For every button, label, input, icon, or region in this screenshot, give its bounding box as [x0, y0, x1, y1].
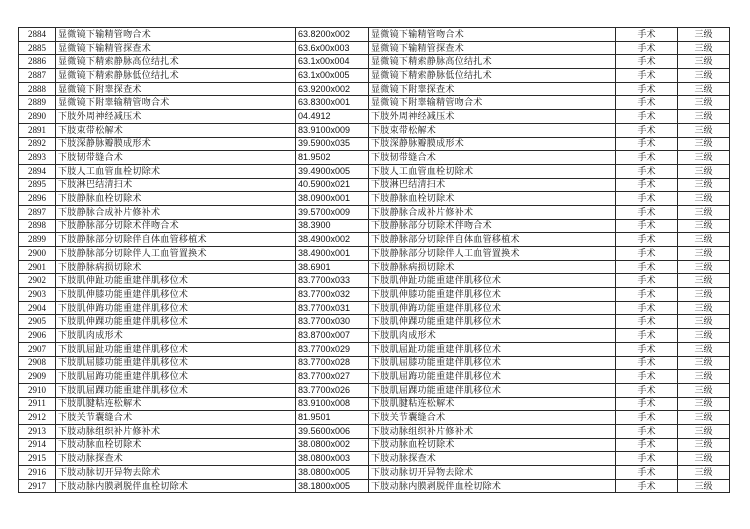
procedure-code: 63.1x00x004 [296, 55, 369, 69]
category-cell: 手术 [616, 397, 678, 411]
category-cell: 手术 [616, 28, 678, 42]
row-number: 2909 [19, 370, 56, 384]
procedure-code: 83.7700x033 [296, 274, 369, 288]
category-cell: 手术 [616, 178, 678, 192]
category-cell: 手术 [616, 370, 678, 384]
procedure-name: 显微镜下输精管探查术 [56, 41, 296, 55]
procedure-code: 40.5900x021 [296, 178, 369, 192]
row-number: 2888 [19, 82, 56, 96]
procedure-name: 显微镜下精索静脉低位结扎术 [56, 69, 296, 83]
procedure-name-repeat: 下肢肌伸踇功能重建伴肌移位术 [369, 301, 616, 315]
procedure-table-body [19, 28, 730, 493]
row-number: 2886 [19, 55, 56, 69]
procedure-code: 38.0900x001 [296, 192, 369, 206]
procedure-name: 下肢人工血管血栓切除术 [56, 164, 296, 178]
table-row [19, 123, 730, 137]
category-cell: 手术 [616, 260, 678, 274]
procedure-code: 63.9200x002 [296, 82, 369, 96]
row-number: 2889 [19, 96, 56, 110]
procedure-code: 38.0800x005 [296, 466, 369, 480]
row-number: 2904 [19, 301, 56, 315]
procedure-code: 83.7700x031 [296, 301, 369, 315]
table-row [19, 192, 730, 206]
procedure-code: 39.5600x006 [296, 424, 369, 438]
procedure-name: 下肢外周神经减压术 [56, 110, 296, 124]
procedure-name: 显微镜下输精管吻合术 [56, 28, 296, 42]
procedure-name-repeat: 下肢肌腱粘连松解术 [369, 397, 616, 411]
table-row [19, 110, 730, 124]
level-cell: 三级 [678, 274, 730, 288]
table-row [19, 342, 730, 356]
level-cell: 三级 [678, 178, 730, 192]
procedure-name: 下肢静脉合成补片修补术 [56, 205, 296, 219]
procedure-name-repeat: 下肢深静脉瓣膜成形术 [369, 137, 616, 151]
procedure-code: 38.1800x005 [296, 479, 369, 493]
category-cell: 手术 [616, 411, 678, 425]
table-row [19, 219, 730, 233]
procedure-code: 81.9502 [296, 151, 369, 165]
table-row [19, 247, 730, 261]
table-row [19, 41, 730, 55]
level-cell: 三级 [678, 192, 730, 206]
category-cell: 手术 [616, 219, 678, 233]
category-cell: 手术 [616, 233, 678, 247]
level-cell: 三级 [678, 370, 730, 384]
table-row [19, 69, 730, 83]
level-cell: 三级 [678, 123, 730, 137]
table-row [19, 28, 730, 42]
procedure-code: 39.5700x009 [296, 205, 369, 219]
row-number: 2906 [19, 329, 56, 343]
procedure-code: 39.4900x005 [296, 164, 369, 178]
table-row [19, 329, 730, 343]
table-row [19, 301, 730, 315]
row-number: 2891 [19, 123, 56, 137]
procedure-name: 下肢束带松解术 [56, 123, 296, 137]
category-cell: 手术 [616, 315, 678, 329]
procedure-code: 63.6x00x003 [296, 41, 369, 55]
row-number: 2884 [19, 28, 56, 42]
procedure-name: 下肢静脉部分切除术伴吻合术 [56, 219, 296, 233]
row-number: 2892 [19, 137, 56, 151]
procedure-name-repeat: 下肢静脉部分切除伴人工血管置换术 [369, 247, 616, 261]
procedure-name: 下肢肌伸膝功能重建伴肌移位术 [56, 288, 296, 302]
level-cell: 三级 [678, 356, 730, 370]
row-number: 2896 [19, 192, 56, 206]
table-row [19, 383, 730, 397]
level-cell: 三级 [678, 329, 730, 343]
row-number: 2902 [19, 274, 56, 288]
row-number: 2897 [19, 205, 56, 219]
procedure-name-repeat: 显微镜下精索静脉高位结扎术 [369, 55, 616, 69]
procedure-name: 下肢静脉血栓切除术 [56, 192, 296, 206]
procedure-name: 下肢动脉组织补片修补术 [56, 424, 296, 438]
row-number: 2908 [19, 356, 56, 370]
procedure-name-repeat: 下肢淋巴结清扫术 [369, 178, 616, 192]
procedure-name: 显微镜下附睾输精管吻合术 [56, 96, 296, 110]
procedure-code: 83.9100x008 [296, 397, 369, 411]
category-cell: 手术 [616, 424, 678, 438]
table-row [19, 466, 730, 480]
level-cell: 三级 [678, 383, 730, 397]
row-number: 2912 [19, 411, 56, 425]
procedure-name-repeat: 下肢肌屈踇功能重建伴肌移位术 [369, 370, 616, 384]
category-cell: 手术 [616, 123, 678, 137]
level-cell: 三级 [678, 479, 730, 493]
procedure-name-repeat: 下肢关节囊缝合术 [369, 411, 616, 425]
level-cell: 三级 [678, 301, 730, 315]
row-number: 2890 [19, 110, 56, 124]
procedure-name: 显微镜下附睾探查术 [56, 82, 296, 96]
level-cell: 三级 [678, 452, 730, 466]
procedure-name-repeat: 下肢静脉血栓切除术 [369, 192, 616, 206]
procedure-name-repeat: 下肢动脉切开异物去除术 [369, 466, 616, 480]
procedure-name: 下肢韧带缝合术 [56, 151, 296, 165]
category-cell: 手术 [616, 151, 678, 165]
procedure-name: 显微镜下精索静脉高位结扎术 [56, 55, 296, 69]
row-number: 2901 [19, 260, 56, 274]
category-cell: 手术 [616, 466, 678, 480]
procedure-code: 38.3900 [296, 219, 369, 233]
level-cell: 三级 [678, 205, 730, 219]
procedure-name-repeat: 下肢静脉合成补片修补术 [369, 205, 616, 219]
procedure-code: 83.7700x026 [296, 383, 369, 397]
procedure-code: 38.6901 [296, 260, 369, 274]
procedure-name-repeat: 下肢动脉组织补片修补术 [369, 424, 616, 438]
row-number: 2917 [19, 479, 56, 493]
procedure-name-repeat: 显微镜下精索静脉低位结扎术 [369, 69, 616, 83]
procedure-name-repeat: 下肢肌屈膝功能重建伴肌移位术 [369, 356, 616, 370]
level-cell: 三级 [678, 466, 730, 480]
procedure-code: 63.8200x002 [296, 28, 369, 42]
row-number: 2905 [19, 315, 56, 329]
procedure-name: 下肢关节囊缝合术 [56, 411, 296, 425]
level-cell: 三级 [678, 96, 730, 110]
table-row [19, 151, 730, 165]
table-row [19, 288, 730, 302]
category-cell: 手术 [616, 383, 678, 397]
procedure-name: 下肢静脉部分切除伴人工血管置换术 [56, 247, 296, 261]
level-cell: 三级 [678, 315, 730, 329]
category-cell: 手术 [616, 356, 678, 370]
table-row [19, 424, 730, 438]
procedure-name: 下肢肌屈趾功能重建伴肌移位术 [56, 342, 296, 356]
procedure-name: 下肢淋巴结清扫术 [56, 178, 296, 192]
procedure-name-repeat: 下肢肌伸趾功能重建伴肌移位术 [369, 274, 616, 288]
row-number: 2895 [19, 178, 56, 192]
level-cell: 三级 [678, 164, 730, 178]
procedure-name-repeat: 下肢动脉血栓切除术 [369, 438, 616, 452]
row-number: 2910 [19, 383, 56, 397]
table-row [19, 55, 730, 69]
table-row [19, 479, 730, 493]
procedure-name: 下肢肌屈膝功能重建伴肌移位术 [56, 356, 296, 370]
procedure-name-repeat: 下肢肌伸踝功能重建伴肌移位术 [369, 315, 616, 329]
procedure-name: 下肢肌屈踝功能重建伴肌移位术 [56, 383, 296, 397]
procedure-code: 38.0800x002 [296, 438, 369, 452]
procedure-name-repeat: 下肢静脉病损切除术 [369, 260, 616, 274]
row-number: 2898 [19, 219, 56, 233]
row-number: 2911 [19, 397, 56, 411]
procedure-name-repeat: 下肢肌伸膝功能重建伴肌移位术 [369, 288, 616, 302]
level-cell: 三级 [678, 260, 730, 274]
level-cell: 三级 [678, 342, 730, 356]
row-number: 2916 [19, 466, 56, 480]
level-cell: 三级 [678, 219, 730, 233]
row-number: 2899 [19, 233, 56, 247]
row-number: 2915 [19, 452, 56, 466]
procedure-name: 下肢动脉切开异物去除术 [56, 466, 296, 480]
procedure-name-repeat: 下肢外周神经减压术 [369, 110, 616, 124]
category-cell: 手术 [616, 205, 678, 219]
category-cell: 手术 [616, 247, 678, 261]
row-number: 2893 [19, 151, 56, 165]
level-cell: 三级 [678, 69, 730, 83]
procedure-name: 下肢肌伸踇功能重建伴肌移位术 [56, 301, 296, 315]
level-cell: 三级 [678, 28, 730, 42]
table-row [19, 82, 730, 96]
procedure-code: 81.9501 [296, 411, 369, 425]
procedure-name-repeat: 下肢静脉部分切除伴自体血管移植术 [369, 233, 616, 247]
procedure-code: 83.9100x009 [296, 123, 369, 137]
procedure-code: 83.7700x027 [296, 370, 369, 384]
procedure-code: 38.4900x001 [296, 247, 369, 261]
category-cell: 手术 [616, 288, 678, 302]
procedure-code: 39.5900x035 [296, 137, 369, 151]
procedure-name: 下肢静脉部分切除伴自体血管移植术 [56, 233, 296, 247]
procedure-name: 下肢动脉血栓切除术 [56, 438, 296, 452]
procedure-code: 04.4912 [296, 110, 369, 124]
table-row [19, 205, 730, 219]
table-row [19, 178, 730, 192]
procedure-name-repeat: 下肢肌屈踝功能重建伴肌移位术 [369, 383, 616, 397]
level-cell: 三级 [678, 55, 730, 69]
procedure-name: 下肢静脉病损切除术 [56, 260, 296, 274]
procedure-name-repeat: 下肢人工血管血栓切除术 [369, 164, 616, 178]
procedure-name: 下肢动脉内膜剥脱伴血栓切除术 [56, 479, 296, 493]
level-cell: 三级 [678, 110, 730, 124]
level-cell: 三级 [678, 82, 730, 96]
procedure-name-repeat: 下肢肌肉成形术 [369, 329, 616, 343]
level-cell: 三级 [678, 137, 730, 151]
procedure-name-repeat: 下肢动脉内膜剥脱伴血栓切除术 [369, 479, 616, 493]
procedure-name-repeat: 下肢韧带缝合术 [369, 151, 616, 165]
table-row [19, 438, 730, 452]
procedure-code: 38.4900x002 [296, 233, 369, 247]
procedure-name-repeat: 显微镜下附睾探查术 [369, 82, 616, 96]
category-cell: 手术 [616, 55, 678, 69]
category-cell: 手术 [616, 342, 678, 356]
table-row [19, 260, 730, 274]
procedure-name: 下肢深静脉瓣膜成形术 [56, 137, 296, 151]
table-row [19, 315, 730, 329]
row-number: 2914 [19, 438, 56, 452]
procedure-name: 下肢肌屈踇功能重建伴肌移位术 [56, 370, 296, 384]
procedure-code: 63.8300x001 [296, 96, 369, 110]
procedure-code: 38.0800x003 [296, 452, 369, 466]
table-row [19, 397, 730, 411]
row-number: 2900 [19, 247, 56, 261]
level-cell: 三级 [678, 397, 730, 411]
level-cell: 三级 [678, 288, 730, 302]
procedure-name: 下肢肌伸踝功能重建伴肌移位术 [56, 315, 296, 329]
category-cell: 手术 [616, 82, 678, 96]
row-number: 2885 [19, 41, 56, 55]
procedure-code: 83.7700x032 [296, 288, 369, 302]
table-row [19, 164, 730, 178]
procedure-name-repeat: 下肢肌屈趾功能重建伴肌移位术 [369, 342, 616, 356]
category-cell: 手术 [616, 41, 678, 55]
procedure-name-repeat: 显微镜下附睾输精管吻合术 [369, 96, 616, 110]
row-number: 2913 [19, 424, 56, 438]
level-cell: 三级 [678, 151, 730, 165]
category-cell: 手术 [616, 164, 678, 178]
category-cell: 手术 [616, 438, 678, 452]
procedure-code: 83.7700x028 [296, 356, 369, 370]
procedure-code: 83.7700x029 [296, 342, 369, 356]
category-cell: 手术 [616, 329, 678, 343]
level-cell: 三级 [678, 424, 730, 438]
category-cell: 手术 [616, 110, 678, 124]
procedure-table [18, 27, 730, 493]
level-cell: 三级 [678, 233, 730, 247]
category-cell: 手术 [616, 69, 678, 83]
table-row [19, 452, 730, 466]
category-cell: 手术 [616, 274, 678, 288]
category-cell: 手术 [616, 192, 678, 206]
row-number: 2887 [19, 69, 56, 83]
level-cell: 三级 [678, 247, 730, 261]
procedure-name-repeat: 显微镜下输精管吻合术 [369, 28, 616, 42]
category-cell: 手术 [616, 479, 678, 493]
table-row [19, 356, 730, 370]
table-row [19, 233, 730, 247]
row-number: 2903 [19, 288, 56, 302]
table-row [19, 370, 730, 384]
table-row [19, 411, 730, 425]
table-row [19, 96, 730, 110]
row-number: 2907 [19, 342, 56, 356]
table-row [19, 137, 730, 151]
category-cell: 手术 [616, 301, 678, 315]
procedure-code: 83.8700x007 [296, 329, 369, 343]
procedure-name: 下肢肌伸趾功能重建伴肌移位术 [56, 274, 296, 288]
category-cell: 手术 [616, 96, 678, 110]
procedure-code: 83.7700x030 [296, 315, 369, 329]
level-cell: 三级 [678, 41, 730, 55]
procedure-name-repeat: 显微镜下输精管探查术 [369, 41, 616, 55]
procedure-name: 下肢肌腱粘连松解术 [56, 397, 296, 411]
category-cell: 手术 [616, 137, 678, 151]
level-cell: 三级 [678, 411, 730, 425]
procedure-name: 下肢肌肉成形术 [56, 329, 296, 343]
level-cell: 三级 [678, 438, 730, 452]
category-cell: 手术 [616, 452, 678, 466]
row-number: 2894 [19, 164, 56, 178]
procedure-name: 下肢动脉探查术 [56, 452, 296, 466]
procedure-name-repeat: 下肢动脉探查术 [369, 452, 616, 466]
table-row [19, 274, 730, 288]
procedure-code: 63.1x00x005 [296, 69, 369, 83]
procedure-name-repeat: 下肢束带松解术 [369, 123, 616, 137]
procedure-name-repeat: 下肢静脉部分切除术伴吻合术 [369, 219, 616, 233]
